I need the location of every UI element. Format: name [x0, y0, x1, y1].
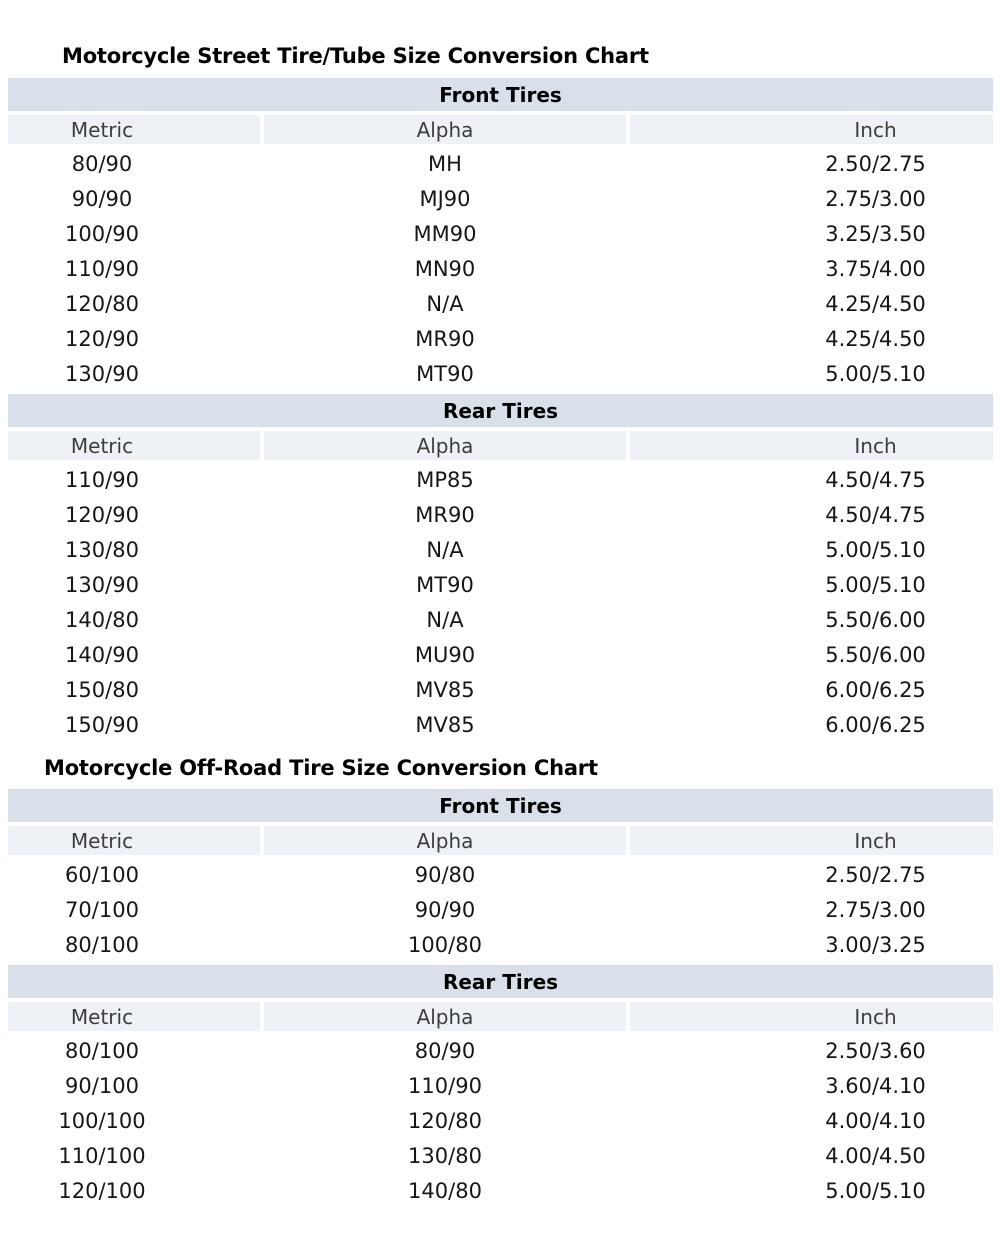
alpha-cell: MT90 — [416, 572, 474, 597]
column-header-inch: Inch — [630, 1002, 993, 1031]
inch-cell: 5.00/5.10 — [825, 572, 926, 597]
inch-cell: 6.00/6.25 — [825, 712, 926, 737]
table-row — [8, 1103, 993, 1138]
metric-cell: 80/100 — [65, 932, 139, 957]
column-header-metric: Metric — [8, 826, 260, 855]
alpha-cell: 140/80 — [408, 1178, 482, 1203]
alpha-cell: MV85 — [415, 712, 475, 737]
alpha-cell: 80/90 — [414, 1038, 476, 1063]
section-header-front: Front Tires — [8, 789, 993, 822]
inch-cell: 3.75/4.00 — [825, 256, 926, 281]
inch-cell: 4.25/4.50 — [825, 326, 926, 351]
inch-cell: 4.50/4.75 — [825, 467, 926, 492]
column-header-row — [8, 826, 993, 855]
table-row — [8, 857, 993, 892]
metric-cell: 100/90 — [65, 221, 139, 246]
table-row — [8, 532, 993, 567]
metric-cell: 120/80 — [65, 291, 139, 316]
inch-cell: 4.00/4.50 — [825, 1143, 926, 1168]
chart-title-street: Motorcycle Street Tire/Tube Size Conversion Chart — [62, 44, 649, 68]
metric-cell: 130/90 — [65, 572, 139, 597]
offroad-table — [8, 789, 993, 1208]
alpha-cell: MN90 — [414, 256, 476, 281]
inch-cell: 5.50/6.00 — [825, 642, 926, 667]
inch-cell: 2.50/2.75 — [825, 862, 926, 887]
alpha-cell: MU90 — [414, 642, 476, 667]
alpha-cell: 90/80 — [414, 862, 476, 887]
table-row — [8, 602, 993, 637]
inch-cell: 5.00/5.10 — [825, 1178, 926, 1203]
alpha-cell: MP85 — [416, 467, 474, 492]
inch-cell: 2.50/2.75 — [825, 151, 926, 176]
section-header-rear: Rear Tires — [8, 394, 993, 427]
offroad-conversion-chart — [0, 755, 1000, 1208]
alpha-cell: 90/90 — [414, 897, 476, 922]
metric-cell: 120/90 — [65, 326, 139, 351]
column-header-metric: Metric — [8, 115, 260, 144]
inch-cell: 6.00/6.25 — [825, 677, 926, 702]
inch-cell: 5.00/5.10 — [825, 361, 926, 386]
table-row — [8, 567, 993, 602]
metric-cell: 130/80 — [65, 537, 139, 562]
column-header-alpha: Alpha — [264, 115, 626, 144]
table-row — [8, 927, 993, 962]
table-row — [8, 1068, 993, 1103]
street-front-section — [8, 78, 993, 391]
table-row — [8, 707, 993, 742]
metric-cell: 110/90 — [65, 256, 139, 281]
inch-cell: 4.50/4.75 — [825, 502, 926, 527]
metric-cell: 90/90 — [71, 186, 133, 211]
section-header-front: Front Tires — [8, 78, 993, 111]
table-row — [8, 672, 993, 707]
column-header-alpha: Alpha — [264, 826, 626, 855]
inch-cell: 3.25/3.50 — [825, 221, 926, 246]
inch-cell: 4.25/4.50 — [825, 291, 926, 316]
column-header-row — [8, 1002, 993, 1031]
metric-cell: 150/90 — [65, 712, 139, 737]
metric-cell: 60/100 — [65, 862, 139, 887]
metric-cell: 90/100 — [65, 1073, 139, 1098]
alpha-cell: 130/80 — [408, 1143, 482, 1168]
alpha-cell: MR90 — [415, 502, 475, 527]
table-row — [8, 637, 993, 672]
table-row — [8, 1033, 993, 1068]
table-rows — [8, 146, 993, 391]
alpha-cell: MV85 — [415, 677, 475, 702]
column-header-metric: Metric — [8, 1002, 260, 1031]
table-row — [8, 1173, 993, 1208]
table-rows — [8, 857, 993, 962]
table-row — [8, 356, 993, 391]
table-rows — [8, 462, 993, 742]
inch-cell: 2.50/3.60 — [825, 1038, 926, 1063]
metric-cell: 140/90 — [65, 642, 139, 667]
column-header-inch: Inch — [630, 115, 993, 144]
street-conversion-chart — [0, 43, 1000, 742]
table-row — [8, 1138, 993, 1173]
table-row — [8, 286, 993, 321]
alpha-cell: 110/90 — [408, 1073, 482, 1098]
inch-cell: 3.00/3.25 — [825, 932, 926, 957]
metric-cell: 150/80 — [65, 677, 139, 702]
metric-cell: 80/90 — [71, 151, 133, 176]
chart-title-offroad: Motorcycle Off-Road Tire Size Conversion Chart — [44, 756, 598, 780]
table-row — [8, 892, 993, 927]
inch-cell: 4.00/4.10 — [825, 1108, 926, 1133]
metric-cell: 110/90 — [65, 467, 139, 492]
alpha-cell: MT90 — [416, 361, 474, 386]
metric-cell: 70/100 — [65, 897, 139, 922]
table-rows — [8, 1033, 993, 1208]
metric-cell: 80/100 — [65, 1038, 139, 1063]
table-row — [8, 216, 993, 251]
street-table — [8, 78, 993, 742]
alpha-cell: 120/80 — [408, 1108, 482, 1133]
alpha-cell: N/A — [426, 537, 464, 562]
alpha-cell: MJ90 — [419, 186, 471, 211]
inch-cell: 3.60/4.10 — [825, 1073, 926, 1098]
table-row — [8, 251, 993, 286]
alpha-cell: MH — [428, 151, 462, 176]
column-header-row — [8, 431, 993, 460]
table-row — [8, 321, 993, 356]
metric-cell: 140/80 — [65, 607, 139, 632]
offroad-rear-section — [8, 965, 993, 1208]
metric-cell: 110/100 — [58, 1143, 146, 1168]
table-row — [8, 181, 993, 216]
inch-cell: 2.75/3.00 — [825, 897, 926, 922]
metric-cell: 130/90 — [65, 361, 139, 386]
inch-cell: 5.00/5.10 — [825, 537, 926, 562]
column-header-row — [8, 115, 993, 144]
alpha-cell: N/A — [426, 607, 464, 632]
column-header-inch: Inch — [630, 826, 993, 855]
alpha-cell: N/A — [426, 291, 464, 316]
offroad-front-section — [8, 789, 993, 962]
table-row — [8, 497, 993, 532]
inch-cell: 2.75/3.00 — [825, 186, 926, 211]
alpha-cell: MR90 — [415, 326, 475, 351]
metric-cell: 100/100 — [58, 1108, 146, 1133]
metric-cell: 120/90 — [65, 502, 139, 527]
inch-cell: 5.50/6.00 — [825, 607, 926, 632]
section-header-rear: Rear Tires — [8, 965, 993, 998]
alpha-cell: MM90 — [413, 221, 477, 246]
street-rear-section — [8, 394, 993, 742]
alpha-cell: 100/80 — [408, 932, 482, 957]
table-row — [8, 146, 993, 181]
column-header-inch: Inch — [630, 431, 993, 460]
column-header-alpha: Alpha — [264, 431, 626, 460]
column-header-alpha: Alpha — [264, 1002, 626, 1031]
column-header-metric: Metric — [8, 431, 260, 460]
table-row — [8, 462, 993, 497]
metric-cell: 120/100 — [58, 1178, 146, 1203]
